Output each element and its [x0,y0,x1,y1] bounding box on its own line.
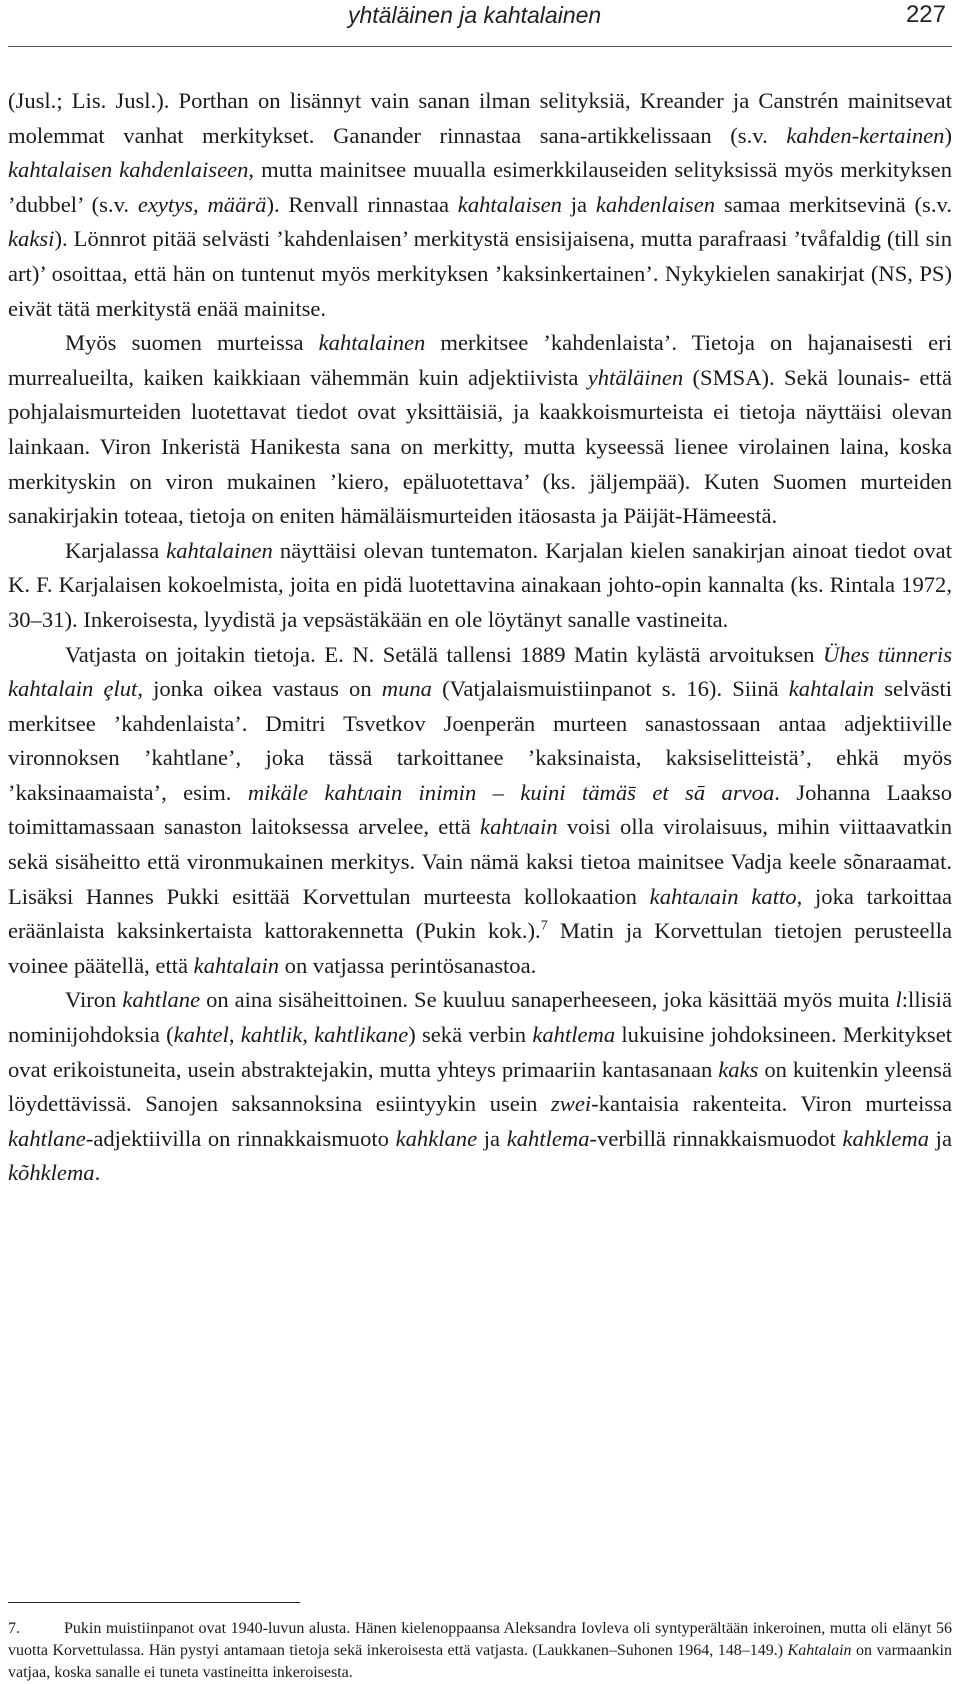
italic-term: muna [381,676,432,702]
footnote-number: 7. [8,1620,20,1637]
italic-term: mikäle kahtлain inimin – kuini tämäs̄ et sā arvoa [247,779,775,805]
text-run: Pukin muistiinpanot ovat 1940-luvun alusta. Hänen kielenoppaansa Aleksandra Iovleva oli syntyperältään inkeroinen, mutta oli elänyt 56 vuotta Korvettulassa. Hän pystyi antamaan tietoja sekä inkeroisesta että vatjasta. (Laukkanen–Suhonen 1964, 148–149.) [8,1620,952,1659]
text-run: voisi olla virolaisuus, mihin viittaavatkin sekä sisäheitto että vironmukainen merkitys. Vain nämä kaksi tietoa mainitsee Vadja keele sõnaraamat. Lisäksi Hannes Pukki esittää Korvettulan murteesta kollokaation [8,814,952,909]
text-run: ) [944,122,952,148]
italic-term: Kahtalain [787,1642,852,1659]
text-run: -verbillä rinnakkaismuodot [589,1125,843,1151]
text-run: , [228,1022,241,1048]
italic-term: l [895,987,902,1013]
paragraph [8,983,952,1191]
text-run: samaa merkitsevinä (s.v. [715,191,952,217]
text-run: -kantaisia rakenteita. Viron murteissa [591,1091,952,1117]
text-run: Karjalassa [65,537,167,563]
text-run: , jonka oikea vastaus on [137,676,382,702]
italic-term: kõhklema [8,1160,95,1186]
text-run: (Jusl.; Lis. Jusl.). Porthan on lisännyt vain sanan ilman selityksiä, Kreander ja Canstrén mainitsevat molemmat vanhat merkitykset. Ganander rinnastaa sana-artikkelissaan (s.v. [8,88,952,148]
text-run: ja [561,191,596,217]
text-run: (Vatjalaismuistiinpanot s. 16). Siinä [431,676,789,702]
italic-term: kahtalainen [166,537,273,563]
italic-term: kahtaлain katto [649,883,797,909]
text-run: (SMSA). Sekä lounais- että pohjalaismurteiden luotettavat tiedot ovat yksittäisiä, ja kaakkoismurteista ei tietoja näyttäisi olevan lainkaan. Viron Inkeristä Hanikesta sana on merkitty, mutta kyseessä lienee virolainen laina, koska merkityskin on viron mukainen ’kiero, epäluotettava’ (ks. jäljempää). Kuten Suomen murteiden sanakirjakin toteaa, tietoja on eniten hämäläismurteiden itäosasta ja Päijät-Hämeestä. [8,364,952,529]
footnote [8,1618,952,1684]
footnote-rule [8,1602,300,1603]
text-run: , mutta mainitsee muualla esimerkkilauseiden selityksissä myös merkityksen ’dubbel’ (s.v. [8,157,952,217]
italic-term: kahtlema [506,1125,590,1151]
text-run: on varmaankin vatjaa, koska sanalle ei tuneta vastineitta inkeroisesta. [8,1642,952,1681]
italic-term: kahtlane [8,1125,86,1151]
text-run: ) sekä verbin [408,1022,533,1048]
italic-term: kahtлain [480,814,558,840]
italic-term: exytys, määrä [137,191,267,217]
italic-term: kaksi [8,226,55,252]
text-run: ). Renvall rinnastaa [266,191,458,217]
italic-term: zwei [550,1091,592,1117]
text-run: on aina sisäheittoinen. Se kuuluu sanaperheeseen, joka käsittää myös muita [200,987,896,1013]
text-run: . [94,1160,101,1186]
italic-term: kahklema [842,1125,930,1151]
text-run: selvästi merkitsee ’kahdenlaista’. Dmitri Tsvetkov Joenperän murteen sanastossaan antaa adjektiiville vironnoksen ’kahtlane’, joka tässä tarkoittanee ’kaksinaista, kaksiselitteistä’, ehkä myös ’kaksinaamaista’, esim. [8,676,953,805]
text-run: ja [929,1125,952,1151]
footnote-text [8,1620,952,1681]
paragraph [8,534,952,638]
italic-term: kahtalain [788,676,875,702]
italic-term: yhtäläinen [587,364,684,390]
text-run: on kuitenkin yleensä löydettävissä. Sanojen saksannoksina esiintyykin usein [8,1056,952,1117]
text-run: Viron [65,987,123,1013]
text-run: merkitsee ’kahdenlaista’. Tietoja on hajanaisesti eri murrealueilta, kaiken kaikkiaan vähemmän kuin adjektiivista [8,330,952,390]
italic-term: Ühes tünneris kahtalain ȩlut [8,641,952,702]
text-run: lukuisine johdoksineen. Merkitykset ovat erikoistuneita, usein abstraktejakin, mutta yhteys primaariin kantasanaan [8,1022,953,1082]
text-run: ja [477,1125,507,1151]
text-run: , joka tarkoittaa eräänlaista kaksinkertaista kattorakennetta (Pukin kok.). [8,883,952,944]
text-run: Matin ja Korvettulan tietojen perusteella voinee päätellä, että [8,918,952,978]
header-rule [8,46,952,47]
italic-term: kahden-kertainen [786,122,945,148]
text-run: :llisiä nominijohdoksia ( [8,987,952,1048]
italic-term: kahtalaisen kahdenlaiseen [8,157,249,183]
italic-term: kahtlikane [314,1022,409,1048]
text-run: Vatjasta on joitakin tietoja. E. N. Setälä tallensi 1889 Matin kylästä arvoituksen [65,641,823,667]
italic-term: kahtlema [532,1022,616,1048]
footnote-ref: 7 [540,918,548,934]
paragraph [8,638,952,984]
italic-term: kahdenlaisen [595,191,716,217]
text-run: . Johanna Laakso toimittamassaan sanaston laitoksessa arvelee, että [8,779,952,840]
text-run: -adjektiivilla on rinnakkaismuoto [85,1125,396,1151]
text-run: , [302,1022,315,1048]
page-header [0,0,960,46]
italic-term: kahtalaisen [457,191,562,217]
text-run: Myös suomen murteissa [65,330,319,356]
italic-term: kahtalain [193,952,280,978]
text-run: on vatjassa perintösanastoa. [279,952,537,978]
italic-term: kahtlik [240,1022,303,1048]
italic-term: kahtel [173,1022,229,1048]
page-number: 227 [905,1,946,28]
paragraph [8,326,952,534]
italic-term: kahtalainen [318,330,426,356]
paragraph [8,84,952,326]
text-run: näyttäisi olevan tuntematon. Karjalan kielen sanakirjan ainoat tiedot ovat K. F. Karjalaisen kokoelmista, joita en pidä luotettavina ainakaan johto-opin kannalta (ks. Rintala 1972, 30–31). Inkeroisesta, lyydistä ja vepsästäkään en ole löytänyt sanalle vastineita. [8,537,952,632]
body-text [8,84,952,1191]
italic-term: kahtlane [122,987,201,1013]
text-run: ). Lönnrot pitää selvästi ’kahdenlaisen’ merkitystä ensisijaisena, mutta parafraasi ’tvåfaldig (till sin art)’ osoittaa, että hän on tuntenut myös merkityksen ’kaksinkertainen’. Nykykielen sanakirjat (NS, PS) eivät tätä merkitystä enää mainitse. [8,226,952,321]
running-head: yhtäläinen ja kahtalainen [348,2,602,28]
italic-term: kahklane [395,1125,478,1151]
italic-term: kaks [718,1056,759,1082]
